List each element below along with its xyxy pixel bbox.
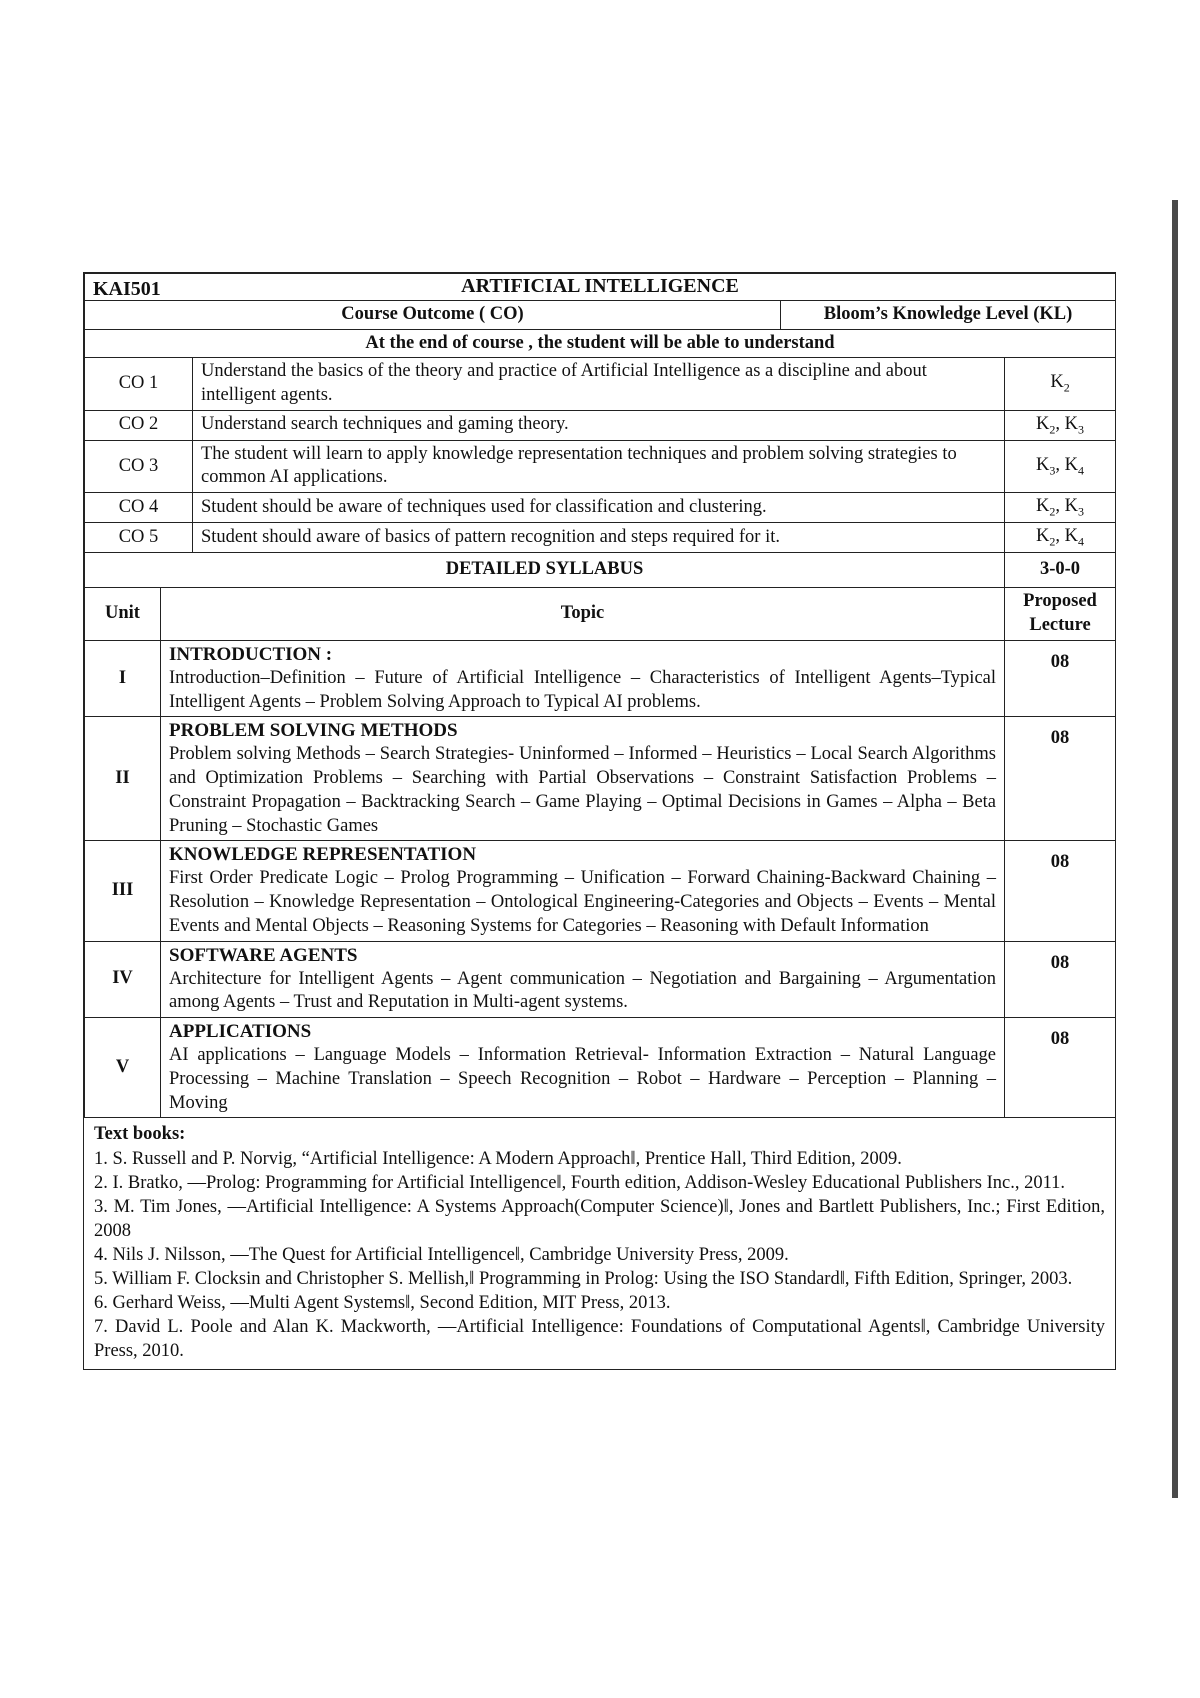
co-kl: $K_2$, $K_3$ [1005, 493, 1116, 523]
syllabus-title-row [85, 553, 1116, 588]
textbook-item: 4. Nils J. Nilsson, ―The Quest for Artificial Intelligence‖, Cambridge University Press, 2009. [94, 1244, 789, 1265]
col-lecture-line2: Lecture [1029, 614, 1091, 635]
unit-title: KNOWLEDGE REPRESENTATION [169, 844, 477, 866]
syllabus-table [84, 553, 1116, 1118]
unit-number: V [85, 1018, 161, 1118]
unit-number: III [85, 841, 161, 941]
kl-level: 2 [1049, 534, 1056, 549]
co-text: The student will learn to apply knowledge representation techniques and problem solving strategies to common AI applications. [193, 440, 1005, 492]
kl-level: 2 [1063, 381, 1070, 396]
textbook-list [94, 1147, 1105, 1363]
col-unit: Unit [85, 588, 161, 640]
textbook-item: 3. M. Tim Jones, ―Artificial Intelligence: A Systems Approach(Computer Science)‖, Jones and Bartlett Publishers, Inc.; First Edition, 2008 [94, 1196, 1105, 1241]
unit-row [85, 717, 1116, 841]
kl-level: 2 [1049, 422, 1056, 437]
unit-description: Problem solving Methods – Search Strategies- Uninformed – Informed – Heuristics – Local Search Algorithms and Optimization Problems – Searching with Partial Observations – Constraint Satisfaction Problems – Constraint Propagation – Backtracking Search – Game Playing – Optimal Decisions in Games – Alpha – Beta Pruning – Stochastic Games [169, 744, 997, 836]
co-header-outcome: Course Outcome ( CO) [85, 301, 781, 330]
unit-title: INTRODUCTION : [169, 643, 333, 665]
course-outcome-table [84, 273, 1116, 358]
co-text: Understand the basics of the theory and practice of Artificial Intelligence as a discipline and about intelligent agents. [193, 358, 1005, 410]
unit-topic [161, 640, 1005, 717]
kl-level: 2 [1049, 504, 1056, 519]
co-row [85, 358, 1116, 410]
co-text: Understand search techniques and gaming theory. [193, 410, 1005, 440]
unit-number: IV [85, 941, 161, 1018]
col-topic: Topic [161, 588, 1005, 640]
textbook-item: 6. Gerhard Weiss, ―Multi Agent Systems‖, Second Edition, MIT Press, 2013. [94, 1292, 671, 1313]
kl-letter: K [1036, 496, 1050, 517]
unit-row [85, 640, 1116, 717]
unit-lectures: 08 [1005, 941, 1116, 1018]
kl-letter: K [1036, 454, 1050, 475]
co-row [85, 493, 1116, 523]
unit-number: I [85, 640, 161, 717]
unit-title: SOFTWARE AGENTS [169, 944, 358, 966]
textbook-item: 5. William F. Clocksin and Christopher S. Mellish,‖ Programming in Prolog: Using the ISO Standard‖, Fifth Edition, Springer, 2003. [94, 1268, 1073, 1289]
unit-topic [161, 717, 1005, 841]
textbook-item: 1. S. Russell and P. Norvig, “Artificial Intelligence: A Modern Approach‖, Prentice Hall, Third Edition, 2009. [94, 1148, 902, 1169]
unit-title: APPLICATIONS [169, 1021, 312, 1043]
intro-row [85, 329, 1116, 358]
co-row [85, 410, 1116, 440]
col-lecture [1005, 588, 1116, 640]
unit-lectures: 08 [1005, 640, 1116, 717]
co-kl: $K_2$, $K_3$ [1005, 410, 1116, 440]
co-id: CO 3 [85, 440, 193, 492]
co-intro: At the end of course , the student will be able to understand [85, 329, 1116, 358]
unit-row [85, 941, 1116, 1018]
unit-lectures: 08 [1005, 841, 1116, 941]
kl-level: 3 [1049, 463, 1056, 478]
unit-lectures: 08 [1005, 717, 1116, 841]
kl-level: 4 [1078, 534, 1084, 549]
kl-letter: K [1050, 372, 1064, 393]
unit-description: AI applications – Language Models – Information Retrieval- Information Extraction – Natural Language Processing – Machine Translation – Speech Recognition – Robot – Hardware – Perception – Planning – Moving [169, 1045, 997, 1113]
unit-row [85, 1018, 1116, 1118]
syllabus-header-row [85, 588, 1116, 640]
unit-topic [161, 941, 1005, 1018]
co-id: CO 5 [85, 523, 193, 553]
co-kl: $K_3$, $K_4$ [1005, 440, 1116, 492]
co-text: Student should aware of basics of pattern recognition and steps required for it. [193, 523, 1005, 553]
unit-topic [161, 1018, 1005, 1118]
course-title: ARTIFICIAL INTELLIGENCE [461, 275, 739, 298]
kl-letter: K [1064, 526, 1078, 547]
unit-topic [161, 841, 1005, 941]
co-row [85, 523, 1116, 553]
syllabus-title: DETAILED SYLLABUS [85, 553, 1005, 588]
course-header-row [85, 274, 1116, 301]
co-id: CO 4 [85, 493, 193, 523]
co-id: CO 1 [85, 358, 193, 410]
textbooks-section [84, 1118, 1115, 1368]
co-row [85, 440, 1116, 492]
co-header-bloom: Bloom’s Knowledge Level (KL) [781, 301, 1116, 330]
syllabus-sheet [83, 272, 1116, 1370]
textbook-item: 2. I. Bratko, ―Prolog: Programming for Artificial Intelligence‖, Fourth edition, Addison-Wesley Educational Publishers Inc., 2011. [94, 1172, 1066, 1193]
co-text: Student should be aware of techniques used for classification and clustering. [193, 493, 1005, 523]
co-id: CO 2 [85, 410, 193, 440]
co-list [84, 358, 1116, 553]
kl-letter: K [1064, 496, 1078, 517]
course-code: KAI501 [93, 278, 161, 300]
ltp-value: 3-0-0 [1005, 553, 1116, 588]
textbooks-heading: Text books: [94, 1124, 186, 1145]
unit-title: PROBLEM SOLVING METHODS [169, 720, 458, 742]
unit-row [85, 841, 1116, 941]
kl-letter: K [1036, 413, 1050, 434]
kl-letter: K [1036, 526, 1050, 547]
kl-level: 4 [1078, 463, 1084, 478]
kl-level: 3 [1078, 504, 1084, 519]
kl-level: 3 [1078, 422, 1084, 437]
kl-letter: K [1064, 413, 1078, 434]
co-header-row [85, 301, 1116, 330]
unit-description: First Order Predicate Logic – Prolog Programming – Unification – Forward Chaining-Backward Chaining – Resolution – Knowledge Representation – Ontological Engineering-Categories and Objects – Events – Mental Events and Mental Objects – Reasoning Systems for Categories – Reasoning with Default Information [169, 868, 997, 936]
unit-number: II [85, 717, 161, 841]
kl-letter: K [1064, 454, 1078, 475]
co-kl [1005, 358, 1116, 410]
unit-lectures: 08 [1005, 1018, 1116, 1118]
unit-description: Architecture for Intelligent Agents – Agent communication – Negotiation and Bargaining – Argumentation among Agents – Trust and Reputation in Multi-agent systems. [169, 968, 997, 1013]
col-lecture-line1: Proposed [1023, 591, 1097, 612]
unit-description: Introduction–Definition – Future of Artificial Intelligence – Characteristics of Intelligent Agents–Typical Intelligent Agents – Problem Solving Approach to Typical AI problems. [169, 667, 997, 712]
margin-rule [1172, 200, 1178, 1498]
textbook-item: 7. David L. Poole and Alan K. Mackworth, ―Artificial Intelligence: Foundations of Computational Agents‖, Cambridge University Press, 2010. [94, 1316, 1105, 1361]
co-kl: $K_2$, $K_4$ [1005, 523, 1116, 553]
